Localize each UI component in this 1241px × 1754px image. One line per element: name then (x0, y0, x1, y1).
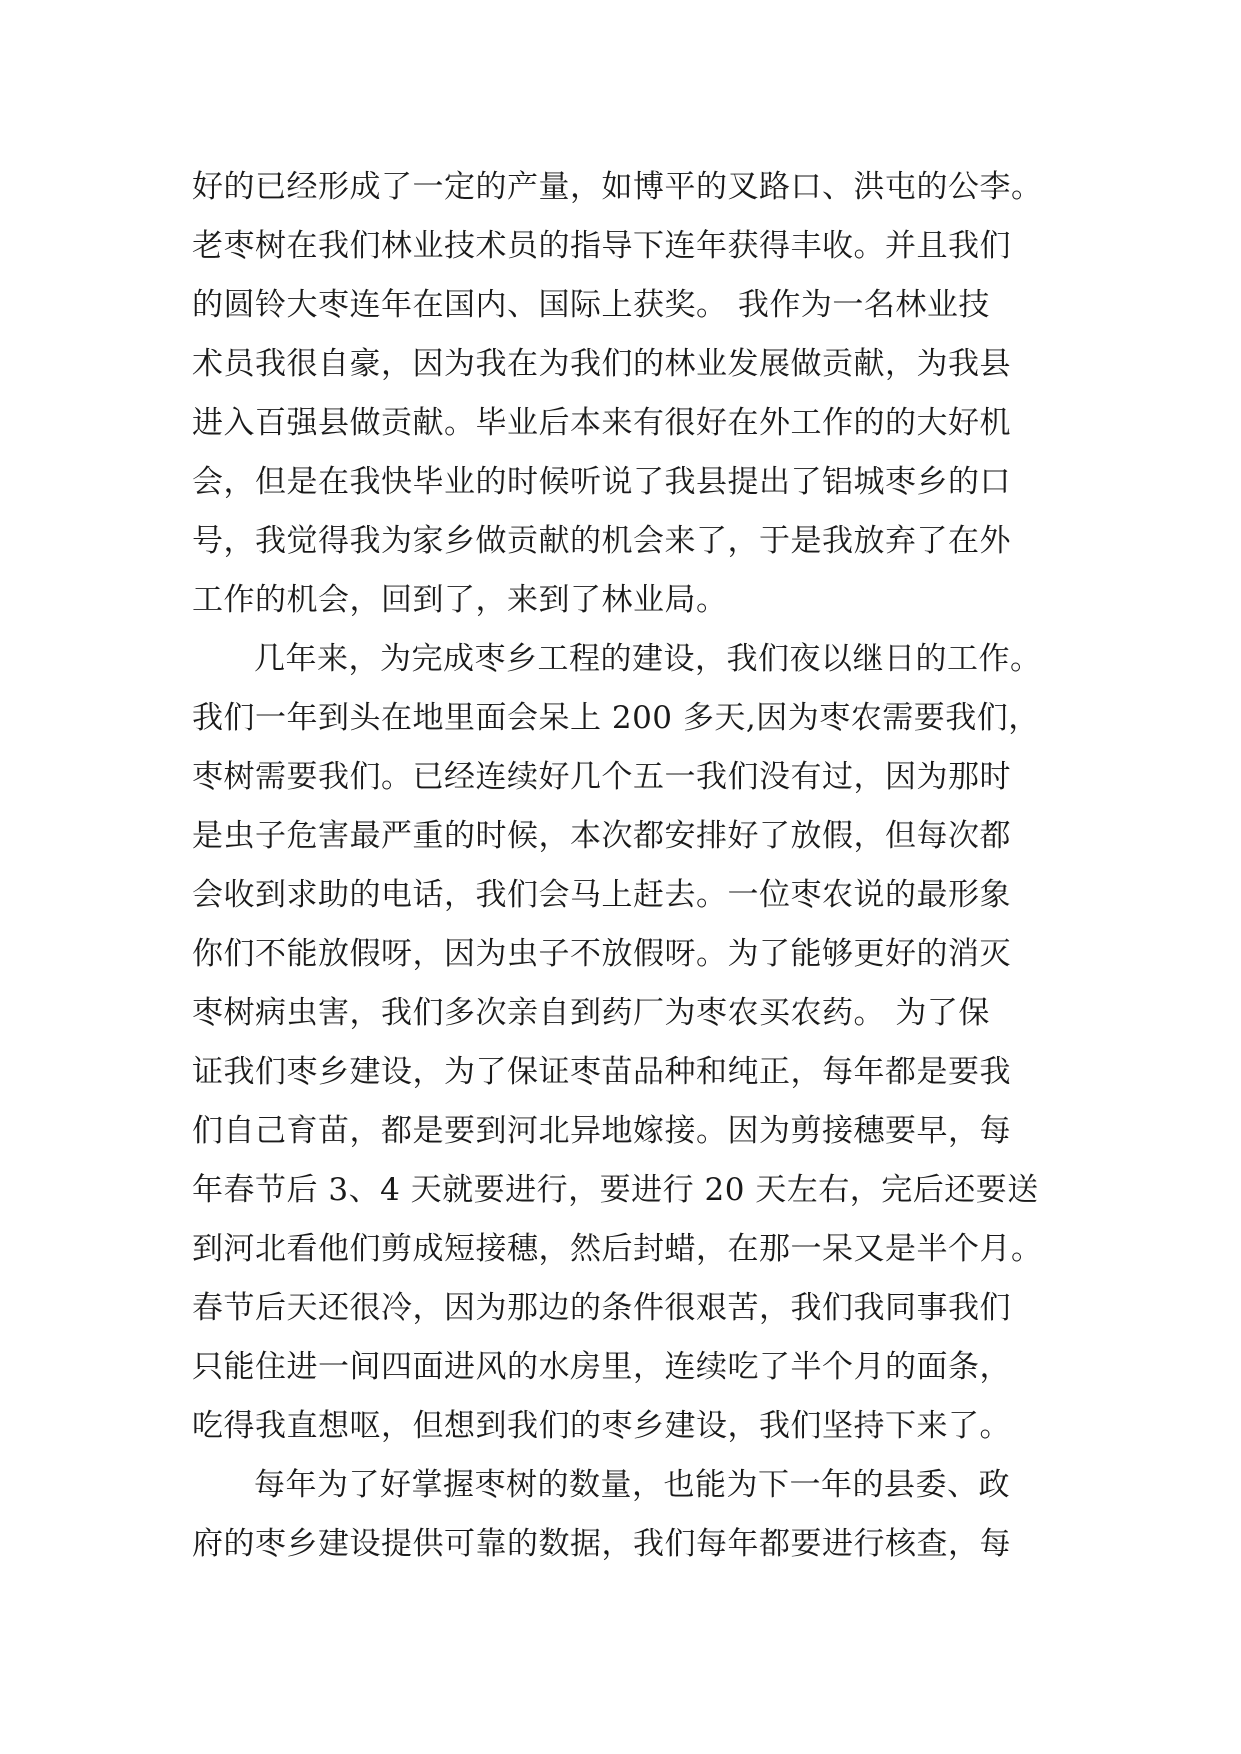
text-line: 会收到求助的电话，我们会马上赶去。一位枣农说的最形象 (192, 877, 1011, 913)
text-line: 府的枣乡建设提供可靠的数据，我们每年都要进行核查，每 (192, 1526, 1011, 1562)
text-line: 工作的机会，回到了，来到了林业局。 (192, 582, 728, 618)
paragraph-2 (192, 630, 1062, 1456)
paragraph-3 (192, 1456, 1062, 1574)
text-line: 春节后天还很冷，因为那边的条件很艰苦，我们我同事我们 (192, 1290, 1011, 1326)
text-line-indented: 每年为了好掌握枣树的数量，也能为下一年的县委、政 (254, 1467, 1010, 1503)
text-line: 到河北看他们剪成短接穗，然后封蜡，在那一呆又是半个月。 (192, 1231, 1043, 1267)
text-line: 术员我很自豪，因为我在为我们的林业发展做贡献，为我县 (192, 346, 1011, 382)
text-line: 我们一年到头在地里面会呆上 200 多天,因为枣农需要我们， (192, 700, 1040, 736)
text-line: 枣树需要我们。已经连续好几个五一我们没有过，因为那时 (192, 759, 1011, 795)
paragraph-1 (192, 158, 1062, 630)
text-line: 你们不能放假呀，因为虫子不放假呀。为了能够更好的消灭 (192, 936, 1011, 972)
text-line: 号，我觉得我为家乡做贡献的机会来了，于是我放弃了在外 (192, 523, 1011, 559)
document-body (192, 158, 1062, 1574)
text-line: 证我们枣乡建设，为了保证枣苗品种和纯正，每年都是要我 (192, 1054, 1011, 1090)
text-line: 们自己育苗，都是要到河北异地嫁接。因为剪接穗要早，每 (192, 1113, 1011, 1149)
text-line: 是虫子危害最严重的时候，本次都安排好了放假，但每次都 (192, 818, 1011, 854)
text-line: 会，但是在我快毕业的时候听说了我县提出了铝城枣乡的口 (192, 464, 1011, 500)
text-line-indented: 几年来，为完成枣乡工程的建设，我们夜以继日的工作。 (254, 641, 1042, 677)
text-line: 好的已经形成了一定的产量，如博平的叉路口、洪屯的公李。 (192, 169, 1043, 205)
text-line: 老枣树在我们林业技术员的指导下连年获得丰收。并且我们 (192, 228, 1011, 264)
text-line: 枣树病虫害，我们多次亲自到药厂为枣农买农药。 为了保 (192, 995, 990, 1031)
text-line: 的圆铃大枣连年在国内、国际上获奖。 我作为一名林业技 (192, 287, 990, 323)
text-line: 进入百强县做贡献。毕业后本来有很好在外工作的的大好机 (192, 405, 1011, 441)
text-line: 年春节后 3、4 天就要进行，要进行 20 天左右，完后还要送 (192, 1172, 1039, 1208)
text-line: 吃得我直想呕，但想到我们的枣乡建设，我们坚持下来了。 (192, 1408, 1011, 1444)
text-line: 只能住进一间四面进风的水房里，连续吃了半个月的面条， (192, 1349, 1011, 1385)
